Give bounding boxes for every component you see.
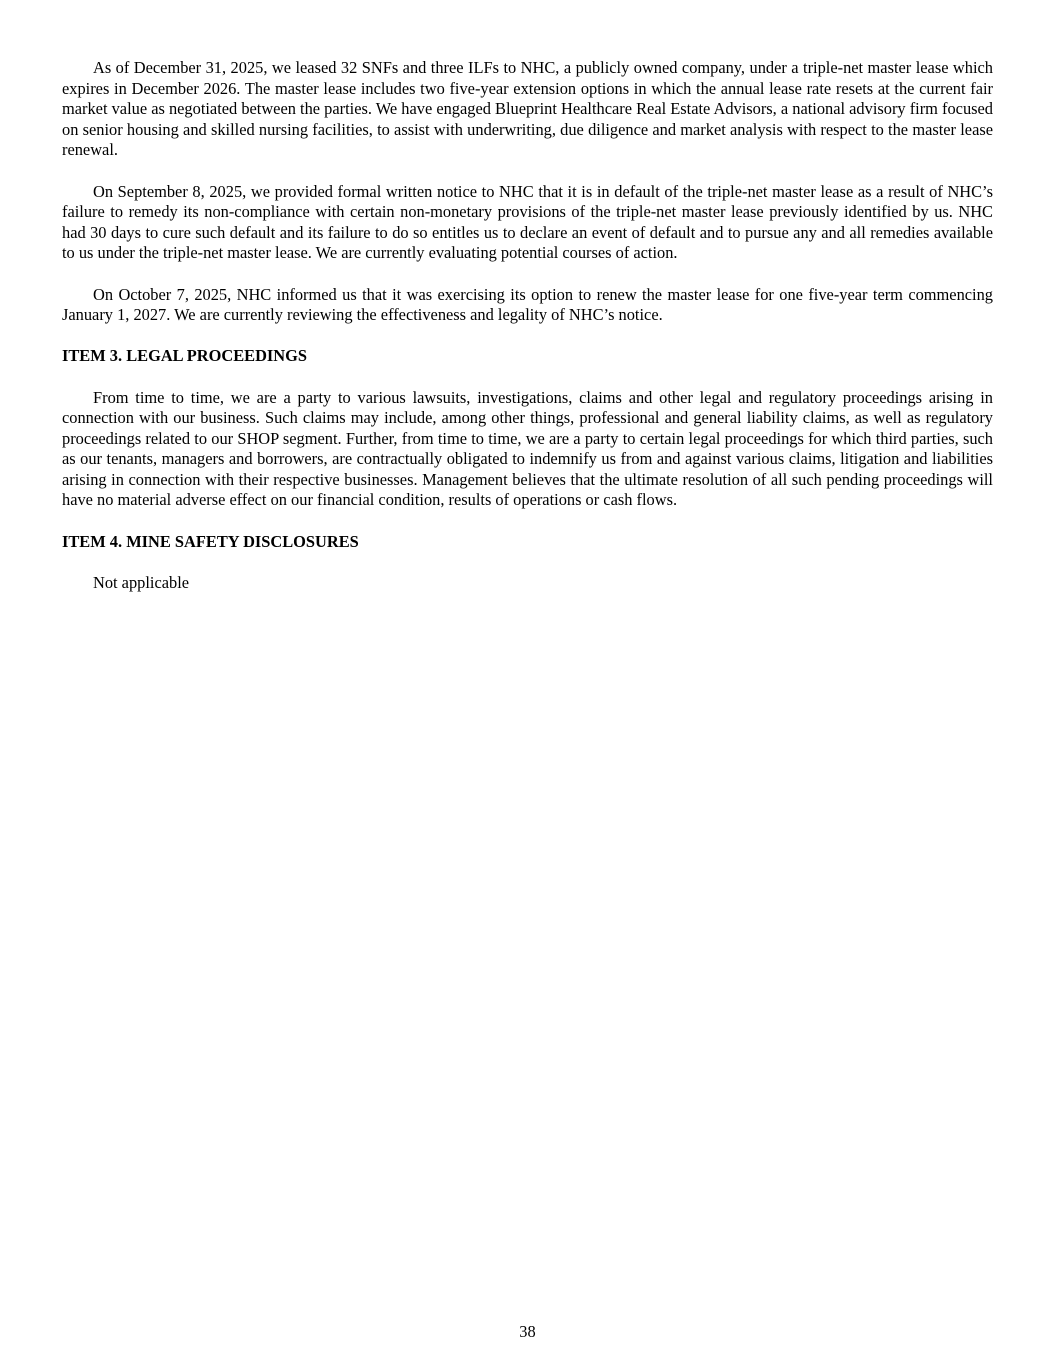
item3-heading: ITEM 3. LEGAL PROCEEDINGS: [62, 346, 307, 366]
paragraph-renewal-option: On October 7, 2025, NHC informed us that it was exercising its option to renew the master lease for one five-year term commencing January 1, 2027. We are currently reviewing the effectiveness and legality of NHC’s notice.: [62, 284, 993, 325]
item4-body: Not applicable: [93, 572, 190, 592]
paragraph-default-notice: On September 8, 2025, we provided formal written notice to NHC that it is in default of the triple-net master lease as a result of NHC’s failure to remedy its non-compliance with certain non-monetary provisions of the triple-net master lease previously identified by us. NHC had 30 days to cure such default and its failure to do so entitles us to declare an event of default and to pursue any and all remedies available to us under the triple-net master lease. We are currently evaluating potential courses of action.: [62, 181, 993, 263]
document-body: [62, 58, 993, 593]
page-number: 38: [519, 1322, 536, 1341]
item4-heading: ITEM 4. MINE SAFETY DISCLOSURES: [62, 531, 359, 551]
item3-body: From time to time, we are a party to various lawsuits, investigations, claims and other legal and regulatory proceedings arising in connection with our business. Such claims may include, among other things, professional and general liability claims, as well as regulatory proceedings related to our SHOP segment. Further, from time to time, we are a party to certain legal proceedings for which third parties, such as our tenants, managers and borrowers, are contractually obligated to indemnify us from and against various claims, litigation and liabilities arising in connection with their respective businesses. Management believes that the ultimate resolution of all such pending proceedings will have no material adverse effect on our financial condition, results of operations or cash flows.: [62, 387, 993, 510]
paragraph-nhc-lease: As of December 31, 2025, we leased 32 SNFs and three ILFs to NHC, a publicly owned company, under a triple-net master lease which expires in December 2026. The master lease includes two five-year extension options in which the annual lease rate resets at the current fair market value as negotiated between the parties. We have engaged Blueprint Healthcare Real Estate Advisors, a national advisory firm focused on senior housing and skilled nursing facilities, to assist with underwriting, due diligence and market analysis with respect to the master lease renewal.: [62, 58, 993, 160]
